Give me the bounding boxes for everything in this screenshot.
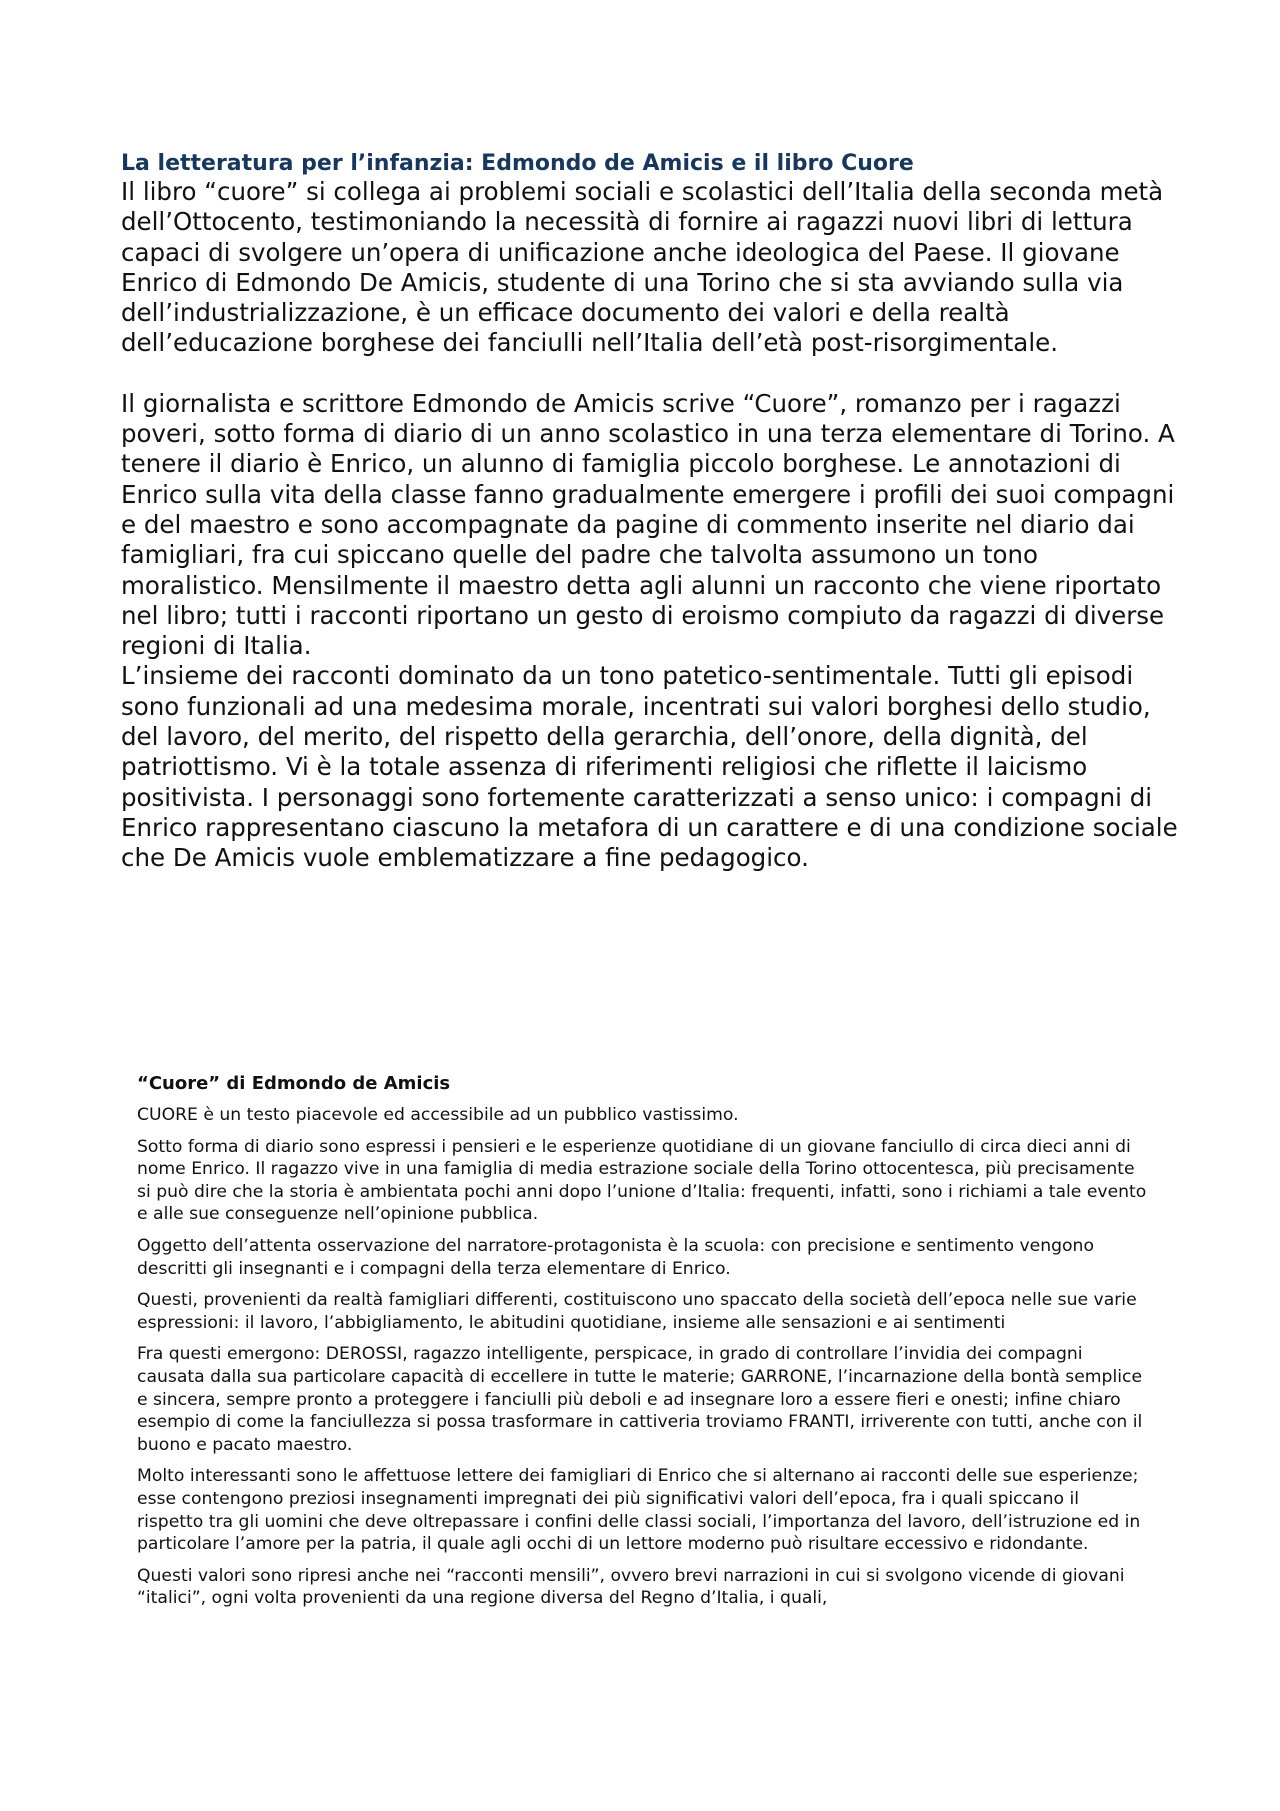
intro-paragraph-1: Il libro “cuore” si collega ai problemi sociali e scolastici dell’Italia della seconda metà dell’Ottocento, testimoniando la necessità di fornire ai ragazzi nuovi libri di lettura capaci di svolgere un’opera di unificazione anche ideologica del Paese. Il giovane Enrico di Edmondo De Amicis, studente di una Torino che si sta avviando sulla via dell’industrializzazione, è un efficace documento dei valori e della realtà dell’educazione borghese dei fanciulli nell’Italia dell’età post-risorgimentale. — [121, 177, 1164, 358]
paragraph-gap — [121, 359, 1181, 389]
section-paragraph-5: Fra questi emergono: DEROSSI, ragazzo intelligente, perspicace, in grado di controllare l’invidia dei compagni causata dalla sua particolare capacità di eccellere in tutte le materie; GARRONE, l’incarnazione della bontà semplice e sincera, sempre pronto a proteggere i fanciulli più deboli e ad insegnare loro a essere fieri e onesti; infine chiaro esempio di come la fanciullezza si possa trasformare in cattiveria troviamo FRANTI, irriverente con tutti, anche con il buono e pacato maestro. — [137, 1344, 1143, 1455]
section-paragraph-6: Molto interessanti sono le affettuose lettere dei famigliari di Enrico che si alternano ai racconti delle sue esperienze; esse contengono preziosi insegnamenti impregnati dei più significativi valori dell’epoca, fra i quali spiccano il rispetto tra gli uomini che deve oltrepassare i confini delle classi sociali, l’importanza del lavoro, dell’istruzione ed in particolare l’amore per la patria, il quale agli occhi di un lettore moderno può risultare eccessivo e ridondante. — [137, 1466, 1141, 1555]
section-paragraph-3: Oggetto dell’attenta osservazione del narratore-protagonista è la scuola: con precisione e sentimento vengono descritti gli insegnanti e i compagni della terza elementare di Enrico. — [137, 1235, 1094, 1279]
section-title: “Cuore” di Edmondo de Amicis — [137, 1073, 451, 1094]
section-paragraph-1: CUORE è un testo piacevole ed accessibile ad un pubblico vastissimo. — [137, 1105, 739, 1125]
document-title: La letteratura per l’infanzia: Edmondo de Amicis e il libro Cuore — [121, 151, 914, 176]
main-section — [121, 150, 1181, 874]
section-paragraph-7: Questi valori sono ripresi anche nei “racconti mensili”, ovvero brevi narrazioni in cui si svolgono vicende di giovani “italici”, ogni volta provenienti da una regione diversa del Regno d’Italia, i quali, — [137, 1565, 1125, 1609]
cuore-section — [137, 1072, 1147, 1619]
section-paragraph-4: Questi, provenienti da realtà famigliari differenti, costituiscono uno spaccato della società dell’epoca nelle sue varie espressioni: il lavoro, l’abbigliamento, le abitudini quotidiane, insieme alle sensazioni e ai sentimenti — [137, 1290, 1137, 1333]
intro-paragraph-3: L’insieme dei racconti dominato da un tono patetico-sentimentale. Tutti gli episodi sono funzionali ad una medesima morale, incentrati sui valori borghesi dello studio, del lavoro, del merito, del rispetto della gerarchia, dell’onore, della dignità, del patriottismo. Vi è la totale assenza di riferimenti religiosi che riflette il laicismo positivista. I personaggi sono fortemente caratterizzati a senso unico: i compagni di Enrico rappresentano ciascuno la metafora di un carattere e di una condizione sociale che De Amicis vuole emblematizzare a fine pedagogico. — [121, 661, 1178, 873]
intro-paragraph-2: Il giornalista e scrittore Edmondo de Amicis scrive “Cuore”, romanzo per i ragazzi poveri, sotto forma di diario di un anno scolastico in una terza elementare di Torino. A tenere il diario è Enrico, un alunno di famiglia piccolo borghese. Le annotazioni di Enrico sulla vita della classe fanno gradualmente emergere i profili dei suoi compagni e del maestro e sono accompagnate da pagine di commento inserite nel diario dai famigliari, fra cui spiccano quelle del padre che talvolta assumono un tono moralistico. Mensilmente il maestro detta agli alunni un racconto che viene riportato nel libro; tutti i racconti riportano un gesto di eroismo compiuto da ragazzi di diverse regioni di Italia. — [121, 388, 1175, 661]
section-paragraph-2: Sotto forma di diario sono espressi i pensieri e le esperienze quotidiane di un giovane fanciullo di circa dieci anni di nome Enrico. Il ragazzo vive in una famiglia di media estrazione sociale della Torino ottocentesca, più precisamente si può dire che la storia è ambientata pochi anni dopo l’unione d’Italia: frequenti, infatti, sono i richiami a tale evento e alle sue conseguenze nell’opinione pubblica. — [137, 1136, 1147, 1225]
